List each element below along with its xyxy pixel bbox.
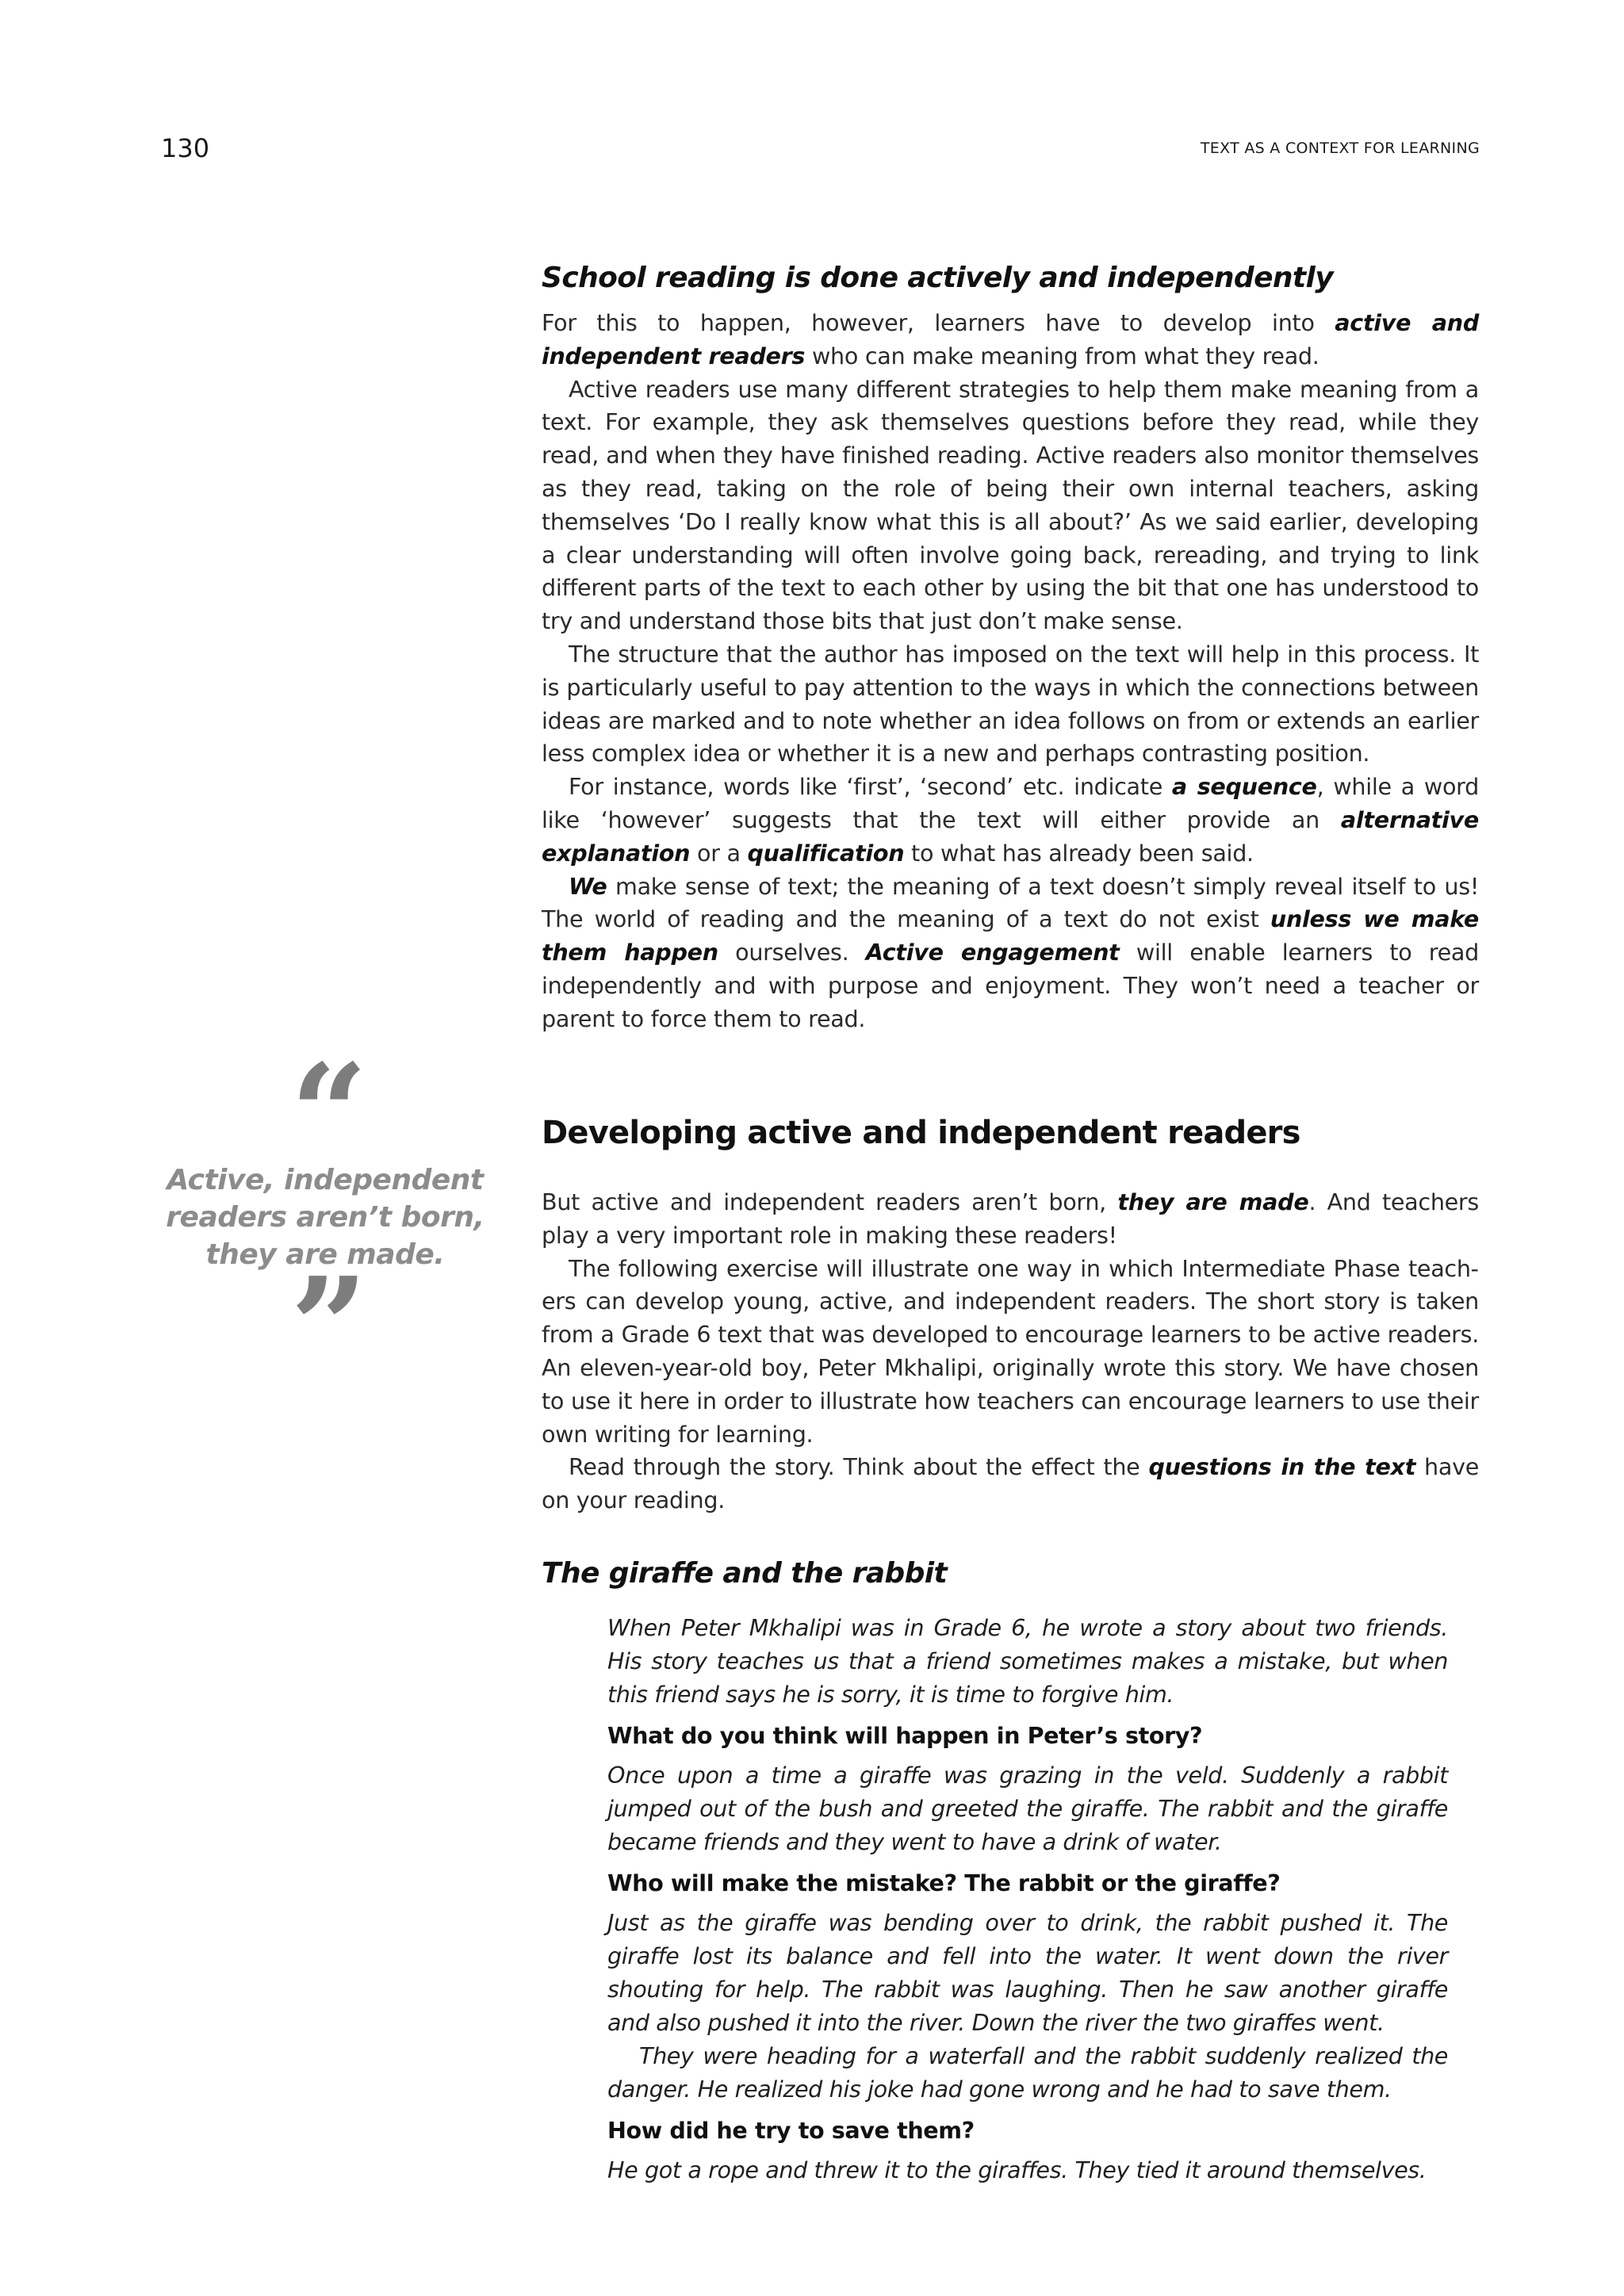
paragraph: But active and independent readers aren’t born, they are made. And teachers play a very important role in making these readers!: [542, 1188, 1479, 1249]
pull-quote-text: Active, independent readers aren’t born, they are made.: [166, 1164, 485, 1271]
running-head: TEXT AS A CONTEXT FOR LEARNING: [1200, 140, 1480, 157]
section-heading-school-reading: School reading is done actively and independently: [542, 262, 1334, 294]
paragraph: For this to happen, however, learners have to develop into active and independent readers who can make meaning from what they read.: [542, 309, 1479, 369]
emphasis: active and independent readers: [542, 309, 1479, 369]
close-quote-mark: ”: [290, 1248, 368, 1406]
pull-quote: [159, 1035, 492, 1406]
emphasis: questions in the text: [1148, 1453, 1416, 1481]
emphasis: We: [569, 872, 607, 900]
paragraph: For instance, words like ‘first’, ‘second’ etc. indicate a sequence, while a word like ‘however’ suggests that the text will either provide an alternative explanation or a qualification to what has already been said.: [542, 773, 1479, 867]
emphasis: a sequence: [1171, 773, 1317, 801]
story-question: What do you think will happen in Peter’s story?: [607, 1722, 1203, 1749]
story-paragraph: They were heading for a waterfall and the rabbit suddenly realized the danger. He realized his joke had gone wrong and he had to save them.: [607, 2042, 1448, 2103]
emphasis: unless we make them happen: [542, 905, 1479, 966]
story-box: [607, 1611, 1448, 2187]
open-quote-mark: “: [290, 1035, 368, 1193]
page-number: 130: [161, 133, 210, 163]
story-question: Who will make the mistake? The rabbit or the giraffe?: [607, 1869, 1281, 1896]
paragraph: Active readers use many different strategies to help them make meaning from a text. For example, they ask themselves questions before they read, while they read, and when they have finished reading. Active readers also monitor themselves as they read, taking on the role of being their own internal teachers, asking themselves ‘Do I really know what this is all about?’ As we said earlier, developing a clear understanding will often involve going back, rereading, and trying to link different parts of the text to each other by using the bit that one has understood to try and understand those bits that just don’t make sense.: [542, 375, 1479, 635]
story-intro: When Peter Mkhalipi was in Grade 6, he wrote a story about two friends. His story teaches us that a friend sometimes makes a mistake, but when this friend says he is sorry, it is time to forgive him.: [607, 1614, 1448, 1708]
paragraph: Read through the story. Think about the effect the questions in the text have on your reading.: [542, 1453, 1480, 1514]
story-paragraph: He got a rope and threw it to the giraffes. They tied it around themselves.: [607, 2156, 1427, 2183]
story-paragraph: Once upon a time a giraffe was grazing in the veld. Suddenly a rabbit jumped out of the bush and greeted the giraffe. The rabbit and the giraffe became friends and they went to have a drink of water.: [607, 1762, 1448, 1855]
section-heading-developing-readers: Developing active and independent readers: [542, 1115, 1300, 1151]
emphasis: alternative explanation: [542, 806, 1479, 867]
emphasis: they are made: [1117, 1188, 1309, 1215]
emphasis: Active engagement: [865, 939, 1120, 966]
paragraph: The following exercise will illustrate one way in which Intermediate Phase teachers can develop young, active, and independent readers. The short story is taken from a Grade 6 text that was developed to encourage learners to be active readers. An eleven-year-old boy, Peter Mkhalipi, originally wrote this story. We have chosen to use it here in order to illustrate how teachers can encourage learners to use their own writing for learning.: [542, 1254, 1479, 1448]
section-school-reading-body: [542, 307, 1479, 1036]
paragraph: We make sense of text; the meaning of a text doesn’t simply reveal itself to us! The world of reading and the meaning of a text do not exist unless we make them happen ourselves. Active engagement will enable learners to read independently and with purpose and enjoyment. They won’t need a teacher or parent to force them to read.: [542, 872, 1479, 1032]
paragraph: The structure that the author has imposed on the text will help in this process. It is particularly useful to pay attention to the ways in which the connections between ideas are marked and to note whether an idea follows on from or extends an earlier less complex idea or whether it is a new and perhaps contrasting position.: [542, 640, 1479, 767]
story-heading: The giraffe and the rabbit: [542, 1557, 948, 1590]
story-question: How did he try to save them?: [607, 2117, 975, 2144]
emphasis: qualification: [747, 839, 905, 867]
story-paragraph: Just as the giraffe was bending over to drink, the rabbit pushed it. The giraffe lost its balance and fell into the water. It went down the river shouting for help. The rabbit was laughing. Then he saw another giraffe and also pushed it into the river. Down the river the two giraffes went.: [607, 1909, 1448, 2036]
section-developing-readers-body: [542, 1186, 1479, 1517]
